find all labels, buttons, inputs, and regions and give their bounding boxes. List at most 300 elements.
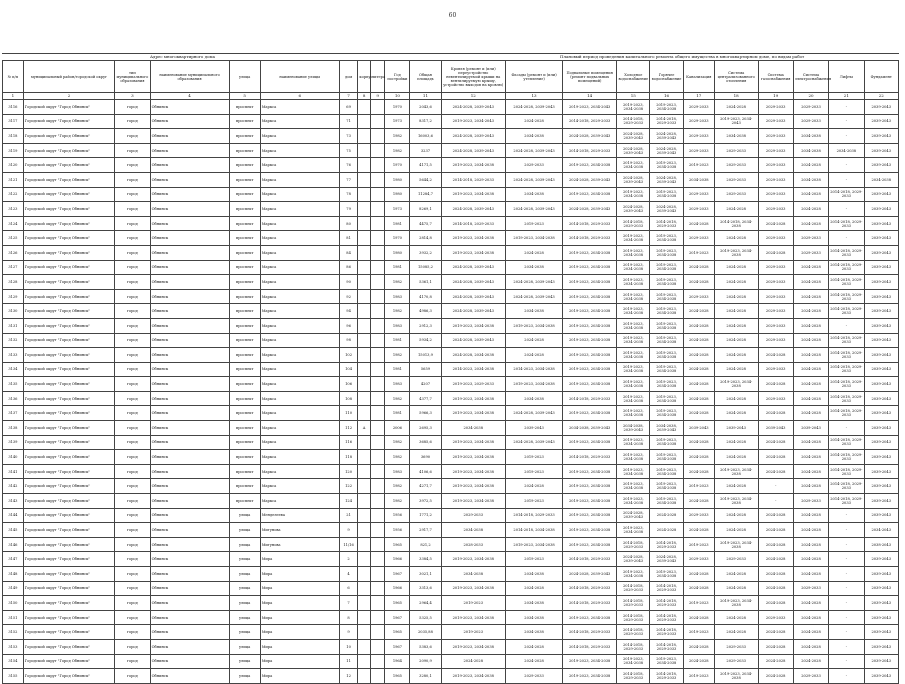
- table-cell: [358, 464, 370, 479]
- table-row: [3, 494, 899, 509]
- table-cell: 2024-2028: [683, 581, 714, 596]
- table-cell: 2014-2018, 2029-2033: [829, 391, 864, 406]
- table-cell: 4986,3: [410, 304, 441, 319]
- table-cell: 3119: [3, 143, 24, 158]
- table-cell: [358, 275, 370, 290]
- table-cell: 2024-2028: [505, 348, 562, 363]
- table-cell: 2039-2043: [864, 479, 899, 494]
- table-cell: 2029-2033: [793, 100, 828, 115]
- table-cell: -: [829, 172, 864, 187]
- table-cell: город: [115, 114, 150, 129]
- table-cell: 2024-2028: [714, 435, 758, 450]
- table-cell: 2039-2043: [864, 216, 899, 231]
- table-cell: [370, 625, 385, 640]
- table-cell: 2029-2033: [683, 187, 714, 202]
- table-cell: [370, 304, 385, 319]
- table-cell: [358, 187, 370, 202]
- table-cell: Обнинск: [150, 537, 229, 552]
- table-cell: 1982: [385, 348, 410, 363]
- table-cell: город: [115, 523, 150, 538]
- column-number: 3: [115, 93, 150, 100]
- table-cell: Городской округ "Город Обнинск": [23, 596, 114, 611]
- table-cell: Мира: [260, 625, 339, 640]
- table-cell: 2028-2033: [441, 537, 505, 552]
- table-cell: Маркса: [260, 202, 339, 217]
- header-settlement-type: тип муниципального образования: [115, 61, 150, 93]
- table-cell: [358, 245, 370, 260]
- table-cell: Обнинск: [150, 596, 229, 611]
- table-row: [3, 348, 899, 363]
- table-cell: 2039-2043: [864, 654, 899, 669]
- table-cell: 2024-2028: [793, 523, 828, 538]
- table-row: [3, 362, 899, 377]
- table-cell: 104: [339, 362, 358, 377]
- table-cell: 5383,6: [410, 639, 441, 654]
- table-cell: [370, 523, 385, 538]
- table-cell: Обнинск: [150, 450, 229, 465]
- table-cell: 86: [339, 260, 358, 275]
- table-cell: 2019-2023: [683, 537, 714, 552]
- table-cell: 2024-2028, 2039-2043: [617, 202, 650, 217]
- table-cell: 2024-2028: [758, 377, 793, 392]
- table-cell: 2024-2028: [758, 216, 793, 231]
- table-cell: проспект: [229, 421, 260, 436]
- table-cell: 2029-2033: [683, 289, 714, 304]
- table-cell: 2024-2028: [714, 289, 758, 304]
- table-cell: 2024-2028: [758, 654, 793, 669]
- table-cell: 3125: [3, 231, 24, 246]
- table-cell: 2024-2028: [793, 479, 828, 494]
- table-cell: 2024-2028: [793, 391, 828, 406]
- table-cell: город: [115, 348, 150, 363]
- table-cell: 2019-2023, 2034-2038: [650, 654, 683, 669]
- table-cell: 2014-2018, 2029-2033: [829, 348, 864, 363]
- table-cell: -: [829, 596, 864, 611]
- table-cell: 92: [339, 289, 358, 304]
- table-cell: 2014-2018, 2034-2038: [714, 216, 758, 231]
- table-cell: [358, 537, 370, 552]
- table-cell: [358, 114, 370, 129]
- table-cell: 2024-2028: [714, 231, 758, 246]
- column-number: 17: [683, 93, 714, 100]
- table-cell: [358, 348, 370, 363]
- table-cell: 2024-2028: [758, 464, 793, 479]
- table-cell: 2019-2023, 2034-2038: [617, 450, 650, 465]
- table-cell: 2024-2028: [793, 275, 828, 290]
- table-cell: 2029-2033: [683, 231, 714, 246]
- table-cell: проспект: [229, 318, 260, 333]
- table-cell: 2024-2028: [714, 202, 758, 217]
- table-cell: Маркса: [260, 450, 339, 465]
- table-cell: 2039-2043: [864, 289, 899, 304]
- table-cell: 2039-2043: [864, 260, 899, 275]
- table-cell: 2024-2028, 2039-2043: [505, 435, 562, 450]
- table-cell: Городской округ "Город Обнинск": [23, 552, 114, 567]
- table-cell: -: [829, 523, 864, 538]
- table-cell: Мигунова: [260, 523, 339, 538]
- table-cell: 116: [339, 435, 358, 450]
- table-cell: 90: [339, 275, 358, 290]
- table-cell: 2019-2023, 2034-2038: [650, 289, 683, 304]
- table-cell: Обнинск: [150, 435, 229, 450]
- table-cell: 2019-2023: [683, 625, 714, 640]
- table-cell: Городской округ "Город Обнинск": [23, 100, 114, 115]
- table-cell: Маркса: [260, 435, 339, 450]
- table-cell: 2024-2028: [505, 654, 562, 669]
- table-cell: 1982: [385, 304, 410, 319]
- table-cell: 2024-2028, 2039-2043: [650, 172, 683, 187]
- table-cell: 2014-2018, 2029-2033: [617, 596, 650, 611]
- table-cell: 3138: [3, 421, 24, 436]
- table-cell: 2029-2033: [793, 245, 828, 260]
- table-cell: [370, 260, 385, 275]
- table-cell: 2039-2043: [864, 391, 899, 406]
- table-cell: 2014-2018, 2029-2033: [563, 581, 617, 596]
- table-cell: Городской округ "Город Обнинск": [23, 333, 114, 348]
- table-cell: 2019-2023, 2034-2038: [563, 333, 617, 348]
- table-cell: 2024-2028: [758, 245, 793, 260]
- table-cell: 2039-2043: [864, 202, 899, 217]
- table-cell: город: [115, 289, 150, 304]
- table-cell: Маркса: [260, 377, 339, 392]
- table-cell: 1982: [385, 450, 410, 465]
- table-cell: 1967: [385, 567, 410, 582]
- table-cell: 2034-2038: [505, 596, 562, 611]
- table-cell: 2039-2043: [864, 129, 899, 144]
- header-roof: Кровля (ремонт и (или) переустройство невентилируемой крыши на вентилируемую крышу, устройство выходов на кровлю): [441, 61, 505, 93]
- table-cell: 2019-2023, 2034-2038: [650, 158, 683, 173]
- table-cell: 2024-2028: [683, 494, 714, 509]
- table-cell: 2019-2023: [505, 216, 562, 231]
- header-hot-water: Горячее водоснабжение: [650, 61, 683, 93]
- table-cell: 2024-2028: [758, 508, 793, 523]
- table-cell: Маркса: [260, 318, 339, 333]
- table-cell: 2024-2028, 2039-2043: [505, 289, 562, 304]
- table-cell: 2019-2023, 2034-2038: [563, 669, 617, 684]
- table-cell: [358, 333, 370, 348]
- table-cell: 2034-2038, 2039-2043: [617, 421, 650, 436]
- table-cell: 2014-2018, 2029-2033: [617, 625, 650, 640]
- table-cell: 3685,6: [410, 435, 441, 450]
- table-cell: 3118: [3, 129, 24, 144]
- table-cell: 2039-2043: [864, 625, 899, 640]
- table-cell: 2024-2028: [683, 348, 714, 363]
- table-cell: Обнинск: [150, 421, 229, 436]
- table-cell: 4170,8: [410, 289, 441, 304]
- table-cell: 3136: [3, 391, 24, 406]
- table-cell: город: [115, 669, 150, 684]
- table-cell: 2019-2023, 2034-2038: [505, 318, 562, 333]
- column-number: 11: [410, 93, 441, 100]
- table-row: [3, 172, 899, 187]
- table-cell: 11284,7: [410, 187, 441, 202]
- table-cell: 2039-2043: [758, 421, 793, 436]
- table-cell: -: [829, 202, 864, 217]
- table-cell: [358, 289, 370, 304]
- column-number: 7: [339, 93, 358, 100]
- table-row: [3, 435, 899, 450]
- table-cell: город: [115, 158, 150, 173]
- table-cell: 2019-2023, 2034-2038: [650, 245, 683, 260]
- table-cell: 2034-2038: [505, 391, 562, 406]
- header-sewer: Канализация: [683, 61, 714, 93]
- table-cell: 2024-2028: [793, 216, 828, 231]
- table-cell: Маркса: [260, 216, 339, 231]
- table-cell: 2019-2023: [441, 625, 505, 640]
- table-cell: 2014-2018, 2029-2033: [829, 479, 864, 494]
- table-cell: [358, 406, 370, 421]
- table-cell: 5934,2: [410, 333, 441, 348]
- page-number: 60: [448, 12, 457, 19]
- table-cell: 2019-2023, 2034-2038: [617, 100, 650, 115]
- table-cell: [370, 435, 385, 450]
- table-cell: [358, 260, 370, 275]
- table-cell: Маркса: [260, 187, 339, 202]
- table-cell: 1956: [385, 523, 410, 538]
- table-cell: 2034-2038: [441, 567, 505, 582]
- table-cell: 2014-2018, 2029-2033: [650, 669, 683, 684]
- table-cell: [370, 537, 385, 552]
- table-cell: 1973: [385, 202, 410, 217]
- table-cell: Городской округ "Город Обнинск": [23, 158, 114, 173]
- table-cell: 2014-2018, 2029-2033: [650, 537, 683, 552]
- table-cell: 2024-2028: [793, 639, 828, 654]
- column-number: 13: [505, 93, 562, 100]
- table-cell: 2019-2023, 2034-2038: [563, 362, 617, 377]
- table-cell: [370, 172, 385, 187]
- table-cell: 2019-2023, 2034-2038: [714, 245, 758, 260]
- table-cell: 2024-2028: [650, 523, 683, 538]
- table-cell: 106: [339, 377, 358, 392]
- table-cell: 2024-2028: [758, 406, 793, 421]
- table-cell: 2019-2023, 2034-2038: [563, 158, 617, 173]
- header-settlement-name: наименование муниципального образования: [150, 61, 229, 93]
- table-cell: 2024-2028: [758, 537, 793, 552]
- table-cell: 2029-2033: [714, 158, 758, 173]
- table-cell: город: [115, 231, 150, 246]
- table-cell: [370, 245, 385, 260]
- table-cell: 2917,7: [410, 523, 441, 538]
- table-cell: 2034-2038: [793, 172, 828, 187]
- table-row: [3, 508, 899, 523]
- table-cell: 2024-2028: [441, 654, 505, 669]
- table-cell: 2019-2023, 2034-2038: [441, 669, 505, 684]
- table-cell: Городской округ "Город Обнинск": [23, 260, 114, 275]
- table-cell: -: [829, 654, 864, 669]
- table-cell: проспект: [229, 275, 260, 290]
- table-cell: 3130: [3, 304, 24, 319]
- table-cell: -: [829, 129, 864, 144]
- table-cell: [358, 129, 370, 144]
- table-cell: Менделеева: [260, 508, 339, 523]
- table-cell: 2014-2023, 2034-2038: [505, 362, 562, 377]
- table-cell: Обнинск: [150, 245, 229, 260]
- table-cell: Городской округ "Город Обнинск": [23, 537, 114, 552]
- table-cell: город: [115, 245, 150, 260]
- table-cell: Мигунова: [260, 537, 339, 552]
- table-cell: улица: [229, 581, 260, 596]
- table-cell: город: [115, 581, 150, 596]
- table-cell: 2029-2033: [714, 639, 758, 654]
- table-cell: 2034-2038: [505, 610, 562, 625]
- table-cell: 2019-2023, 2034-2038: [505, 377, 562, 392]
- table-cell: [370, 187, 385, 202]
- header-municipality: муниципальный район/городской округ: [23, 61, 114, 93]
- table-cell: 2019-2023, 2034-2038: [650, 333, 683, 348]
- table-cell: 2019-2023, 2034-2038: [650, 362, 683, 377]
- table-cell: 2019-2023, 2034-2038: [563, 479, 617, 494]
- table-cell: 2014-2018, 2029-2033: [650, 610, 683, 625]
- table-cell: Обнинск: [150, 318, 229, 333]
- table-cell: 2019-2023: [683, 669, 714, 684]
- table-cell: Городской округ "Город Обнинск": [23, 435, 114, 450]
- table-cell: [370, 289, 385, 304]
- header-year-built: Год постройки: [385, 61, 410, 93]
- table-cell: 2019-2023, 2034-2038: [441, 406, 505, 421]
- table-cell: 2019-2023, 2034-2038: [441, 435, 505, 450]
- table-cell: 2024-2028, 2039-2043: [617, 552, 650, 567]
- table-cell: 2019-2023: [505, 494, 562, 509]
- table-cell: 2019-2023, 2034-2038: [617, 231, 650, 246]
- table-cell: 3237: [410, 143, 441, 158]
- table-cell: 2034-2043: [864, 523, 899, 538]
- table-cell: 2: [339, 552, 358, 567]
- table-cell: 15013,9: [410, 348, 441, 363]
- table-cell: 2019-2023: [441, 596, 505, 611]
- table-cell: проспект: [229, 464, 260, 479]
- table-cell: Обнинск: [150, 523, 229, 538]
- table-cell: 2024-2028: [793, 537, 828, 552]
- table-cell: Городской округ "Город Обнинск": [23, 479, 114, 494]
- table-cell: 2019-2023, 2034-2038: [617, 260, 650, 275]
- table-row: [3, 275, 899, 290]
- table-cell: 2029-2033: [793, 669, 828, 684]
- table-cell: 2024-2028: [714, 406, 758, 421]
- table-cell: 2039-2043: [864, 114, 899, 129]
- table-cell: проспект: [229, 406, 260, 421]
- table-cell: [370, 275, 385, 290]
- table-row: [3, 245, 899, 260]
- table-cell: 2019-2023, 2034-2038: [650, 406, 683, 421]
- table-cell: Городской округ "Город Обнинск": [23, 523, 114, 538]
- table-cell: 2019-2023, 2034-2038: [617, 494, 650, 509]
- column-number: 8: [358, 93, 370, 100]
- table-cell: А: [358, 421, 370, 436]
- table-cell: 2024-2028: [505, 333, 562, 348]
- table-cell: проспект: [229, 435, 260, 450]
- table-cell: Обнинск: [150, 406, 229, 421]
- table-cell: [358, 479, 370, 494]
- table-cell: [370, 421, 385, 436]
- table-cell: 2024-2028, 2039-2043: [505, 406, 562, 421]
- table-cell: 2024-2028: [683, 304, 714, 319]
- table-cell: [358, 450, 370, 465]
- table-cell: 2034-2038: [829, 143, 864, 158]
- header-elevators: Лифты: [829, 61, 864, 93]
- table-cell: 2024-2028: [793, 260, 828, 275]
- table-cell: 2019-2023, 2034-2038: [650, 348, 683, 363]
- table-cell: [370, 231, 385, 246]
- table-cell: 2039-2043: [793, 421, 828, 436]
- table-cell: 2024-2028: [683, 216, 714, 231]
- table-cell: Мира: [260, 552, 339, 567]
- table-cell: 2014-2018, 2029-2033: [650, 625, 683, 640]
- table-cell: Маркса: [260, 129, 339, 144]
- table-cell: Маркса: [260, 114, 339, 129]
- table-cell: город: [115, 187, 150, 202]
- table-cell: Обнинск: [150, 377, 229, 392]
- table-cell: Городской округ "Город Обнинск": [23, 377, 114, 392]
- table-cell: [358, 216, 370, 231]
- table-cell: 2014-2018, 2029-2033: [563, 552, 617, 567]
- column-number: 19: [758, 93, 793, 100]
- table-cell: 2024-2028, 2039-2043: [617, 172, 650, 187]
- table-cell: 2024-2028: [714, 275, 758, 290]
- table-cell: Городской округ "Город Обнинск": [23, 494, 114, 509]
- table-cell: -: [829, 552, 864, 567]
- table-cell: 2019-2023, 2034-2038: [563, 537, 617, 552]
- table-cell: 2039-2043: [864, 348, 899, 363]
- table-cell: Мира: [260, 639, 339, 654]
- table-cell: 2019-2023, 2029-2033: [441, 377, 505, 392]
- table-cell: 2024-2028, 2039-2043: [441, 275, 505, 290]
- table-cell: Маркса: [260, 464, 339, 479]
- table-cell: проспект: [229, 362, 260, 377]
- table-cell: 1970: [385, 100, 410, 115]
- table-cell: 2024-2028: [683, 435, 714, 450]
- table-cell: 2024-2028: [793, 348, 828, 363]
- table-cell: 3150: [3, 596, 24, 611]
- table-cell: 3690: [410, 450, 441, 465]
- table-cell: 73: [339, 129, 358, 144]
- table-cell: [370, 406, 385, 421]
- table-cell: 2019-2023, 2034-2038: [563, 245, 617, 260]
- table-cell: 2019-2023, 2034-2038: [617, 333, 650, 348]
- table-cell: Городской округ "Город Обнинск": [23, 348, 114, 363]
- table-cell: город: [115, 202, 150, 217]
- table-body: [3, 93, 899, 684]
- table-row: [3, 639, 899, 654]
- table-row: [3, 479, 899, 494]
- table-cell: 2024-2028: [650, 508, 683, 523]
- table-cell: 3147: [3, 552, 24, 567]
- table-cell: Обнинск: [150, 129, 229, 144]
- table-cell: 2034-2038, 2039-2043: [563, 421, 617, 436]
- table-cell: 2019-2023: [683, 479, 714, 494]
- table-cell: Городской округ "Город Обнинск": [23, 231, 114, 246]
- table-cell: 2034-2038: [683, 172, 714, 187]
- table-cell: [370, 567, 385, 582]
- table-cell: Мира: [260, 654, 339, 669]
- table-cell: Обнинск: [150, 158, 229, 173]
- table-cell: [370, 596, 385, 611]
- table-cell: [370, 552, 385, 567]
- table-cell: 2019-2023, 2034-2038: [617, 158, 650, 173]
- table-cell: 1983: [385, 289, 410, 304]
- table-cell: 2024-2028: [758, 639, 793, 654]
- table-cell: [358, 391, 370, 406]
- header-street-name: наименование улицы: [260, 61, 339, 93]
- header-cold-water: Холодное водоснабжение: [617, 61, 650, 93]
- table-cell: 1966: [385, 552, 410, 567]
- table-cell: [370, 333, 385, 348]
- table-cell: Маркса: [260, 494, 339, 509]
- table-cell: Маркса: [260, 143, 339, 158]
- table-cell: 2039-2043: [864, 567, 899, 582]
- table-cell: -: [829, 158, 864, 173]
- table-cell: 2024-2028: [505, 639, 562, 654]
- table-cell: 2039-2043: [864, 187, 899, 202]
